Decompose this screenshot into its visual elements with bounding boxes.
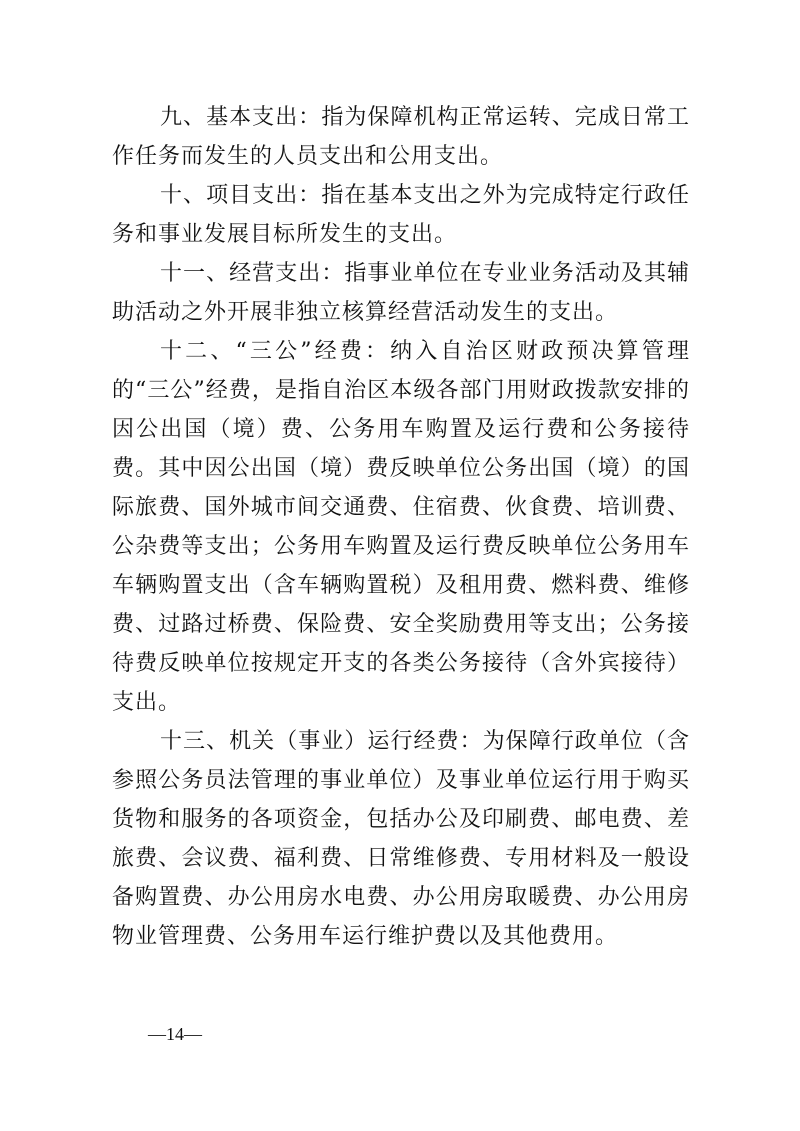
paragraph-three-public-expenses: 十二、“三公”经费：纳入自治区财政预决算管理的“三公”经费，是指自治区本级各部门用财政拨款安排的因公出国（境）费、公务用车购置及运行费和公务接待费。其中因公出国（境）费反映单位公务出国（境）的国际旅费、国外城市间交通费、住宿费、伙食费、培训费、公杂费等支出；公务用车购置及运行费反映单位公务用车车辆购置支出（含车辆购置税）及租用费、燃料费、维修费、过路过桥费、保险费、安全奖励费用等支出；公务接待费反映单位按规定开支的各类公务接待（含外宾接待）支出。 (112, 339, 690, 715)
document-body (112, 98, 690, 956)
paragraph-basic-expenditure: 九、基本支出：指为保障机构正常运转、完成日常工作任务而发生的人员支出和公用支出。 (112, 105, 690, 169)
page-number: —14— (148, 1024, 202, 1044)
paragraph-project-expenditure: 十、项目支出：指在基本支出之外为完成特定行政任务和事业发展目标所发生的支出。 (112, 183, 690, 247)
paragraph-agency-operating-expenses: 十三、机关（事业）运行经费：为保障行政单位（含参照公务员法管理的事业单位）及事业单位运行用于购买货物和服务的各项资金，包括办公及印刷费、邮电费、差旅费、会议费、福利费、日常维修费、专用材料及一般设备购置费、办公用房水电费、办公用房取暖费、办公用房物业管理费、公务用车运行维护费以及其他费用。 (112, 729, 690, 949)
paragraph-operating-expenditure: 十一、经营支出：指事业单位在专业业务活动及其辅助活动之外开展非独立核算经营活动发生的支出。 (112, 261, 690, 325)
